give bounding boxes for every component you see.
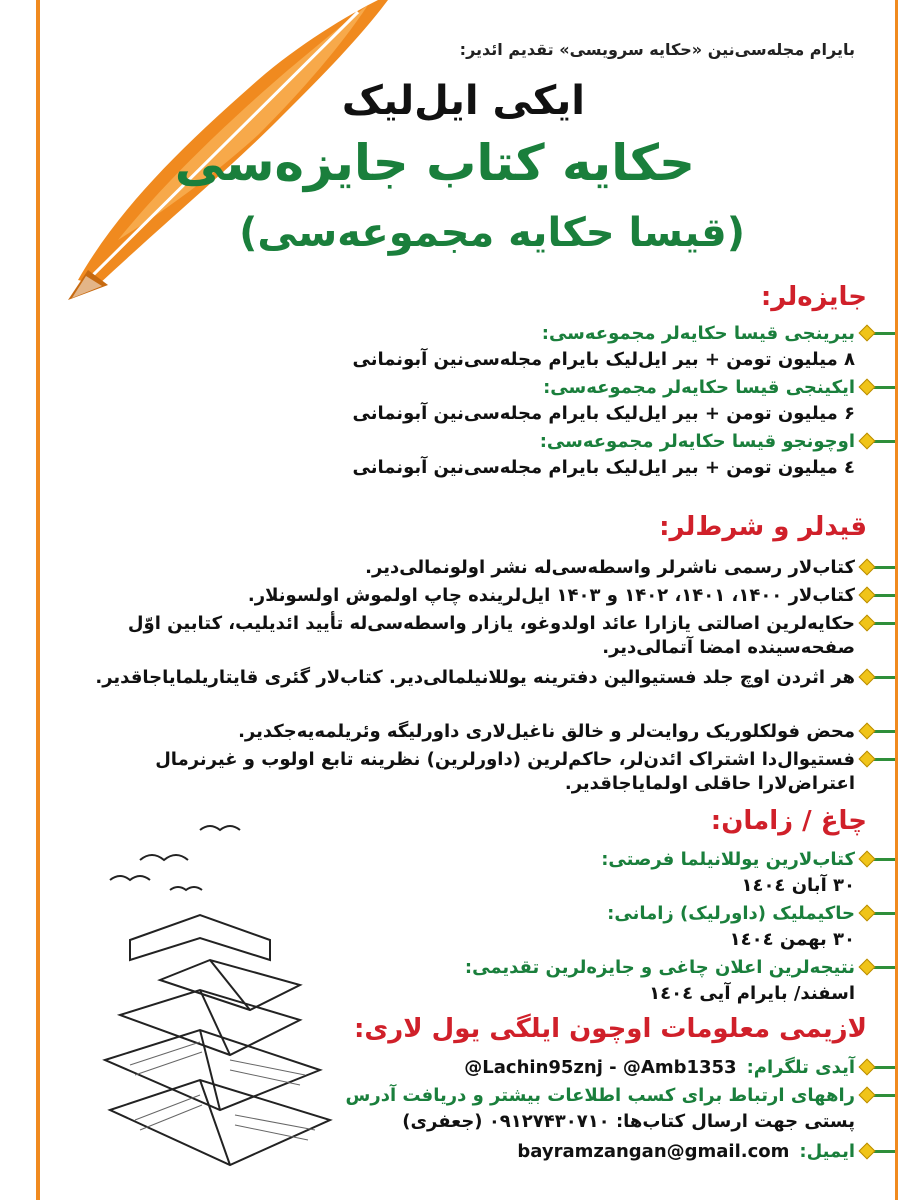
prize-3-label-row [75,430,895,454]
schedule-3-value: اسفند/ بایرام آیی ۱٤٠٤ [649,983,855,1004]
bullet-icon [855,614,895,634]
bullet-icon [855,904,895,924]
bullet-icon [855,958,895,978]
rule-1-text: کتاب‌لار رسمی ناشرلر واسطه‌سی‌له نشر اولونمالی‌دیر. [365,557,855,578]
bullet-icon [855,1142,895,1162]
prize-3-value: ٤ میلیون تومن + بیر ایل‌لیک بایرام مجله‌سی‌نین آبونمانی [352,457,855,478]
telegram-row [75,1056,895,1080]
rules-title: قیدلر و شرط‌لر: [659,512,867,542]
rule-6-row [75,748,895,796]
prizes-title: جایزه‌لر: [760,282,867,312]
bullet-icon [855,850,895,870]
bullet-icon [855,558,895,578]
rule-1-row [75,556,895,580]
telegram-label: آیدی تلگرام: [746,1057,855,1078]
bullet-icon [855,750,895,770]
prize-2-value: ۶ میلیون تومن + بیر ایل‌لیک بایرام مجله‌سی‌نین آبونمانی [352,403,855,424]
schedule-1-label: کتاب‌لارین یوللانیلما فرصتی: [601,849,855,870]
bullet-icon [855,432,895,452]
rule-4-text: هر اثردن اوچ جلد فستیوالین دفترینه یوللانیلمالی‌دیر. کتاب‌لار گئری قایتاریلمایاجاقدیر. [95,667,855,688]
rule-5-text: محض فولکلوریک روایت‌لر و خالق ناغیل‌لاری داورلیگه وئریلمه‌یه‌جکدیر. [238,721,855,742]
bullet-icon [855,378,895,398]
prize-2-label: ایکینجی قیسا حکایه‌لر مجموعه‌سی: [543,377,855,398]
contact-title: لازیمی معلومات اوچون ایلگی یول لاری: [354,1014,867,1044]
address-line-2: پستی جهت ارسال کتاب‌ها: ۰۹۱۲۷۴۳۰۷۱۰ (جعفری) [402,1111,855,1132]
address-line-1: راههای ارتباط برای کسب اطلاعات بیشتر و دریافت آدرس [345,1085,855,1106]
bullet-icon [855,324,895,344]
title-line-3: (قیسا حکایه مجموعه‌سی) [239,210,745,256]
schedule-1-label-row [75,848,895,872]
bullet-icon [855,668,895,688]
email-link[interactable]: bayramzangan@gmail.com [517,1141,790,1162]
prize-1-label: بیرینجی قیسا حکایه‌لر مجموعه‌سی: [541,323,855,344]
rule-4-row [75,666,895,690]
email-label: ایمیل: [799,1141,855,1162]
title-line-2: حکایه کتاب جایزه‌سی [174,134,695,192]
email-row [75,1140,895,1164]
schedule-3-label: نتیجه‌لرین اعلان چاغی و جایزه‌لرین تقدیمی: [464,957,855,978]
rule-3-text: حکایه‌لرین اصالتی یازارا عائد اولدوغو، یازار واسطه‌سی‌له تأیید ائدیلیب، کتابین اوّل صفحه‌سینده امضا آتمالی‌دیر. [127,613,855,658]
poster-content [40,0,895,1200]
rule-5-row [75,720,895,744]
rule-2-row [75,584,895,608]
rule-2-text: کتاب‌لار ۱۴۰۰، ۱۴۰۱، ۱۴۰۲ و ۱۴۰۳ ایل‌لریندە چاپ اولموش اولسونلار. [247,585,855,606]
schedule-2-value: ۳۰ بهمن ۱٤٠٤ [729,929,855,950]
bullet-icon [855,722,895,742]
schedule-1-value: ۳۰ آبان ۱٤٠٤ [741,875,855,896]
prize-1-value: ۸ میلیون تومن + بیر ایل‌لیک بایرام مجله‌سی‌نین آبونمانی [352,349,855,370]
bullet-icon [855,1086,895,1106]
schedule-title: چاغ / زامان: [710,806,867,836]
intro-text: بایرام مجله‌سی‌نین «حکایه سرویسی» تقدیم ائدیر: [459,40,855,59]
rule-3-row [75,612,895,660]
prize-3-label: اوچونجو قیسا حکایه‌لر مجموعه‌سی: [539,431,855,452]
title-line-1: ایکی ایل‌لیک [341,78,585,124]
right-orange-border [895,0,898,1200]
telegram-ids[interactable]: @Lachin95znj - @Amb1353 [464,1057,737,1078]
address-row [75,1084,895,1108]
schedule-2-label: حاکیملیک (داورلیک) زامانی: [607,903,855,924]
rule-6-text: فستیوال‌دا اشتراک ائدن‌لر، حاکم‌لرین (داورلرین) نظرینه تابع اولوب و غیرنرمال اعتراض‌لارا حاقلی اولمایاجاقدیر. [155,749,855,794]
bullet-icon [855,586,895,606]
prize-2-label-row [75,376,895,400]
bullet-icon [855,1058,895,1078]
schedule-2-label-row [75,902,895,926]
prize-1-label-row [75,322,895,346]
schedule-3-label-row [75,956,895,980]
